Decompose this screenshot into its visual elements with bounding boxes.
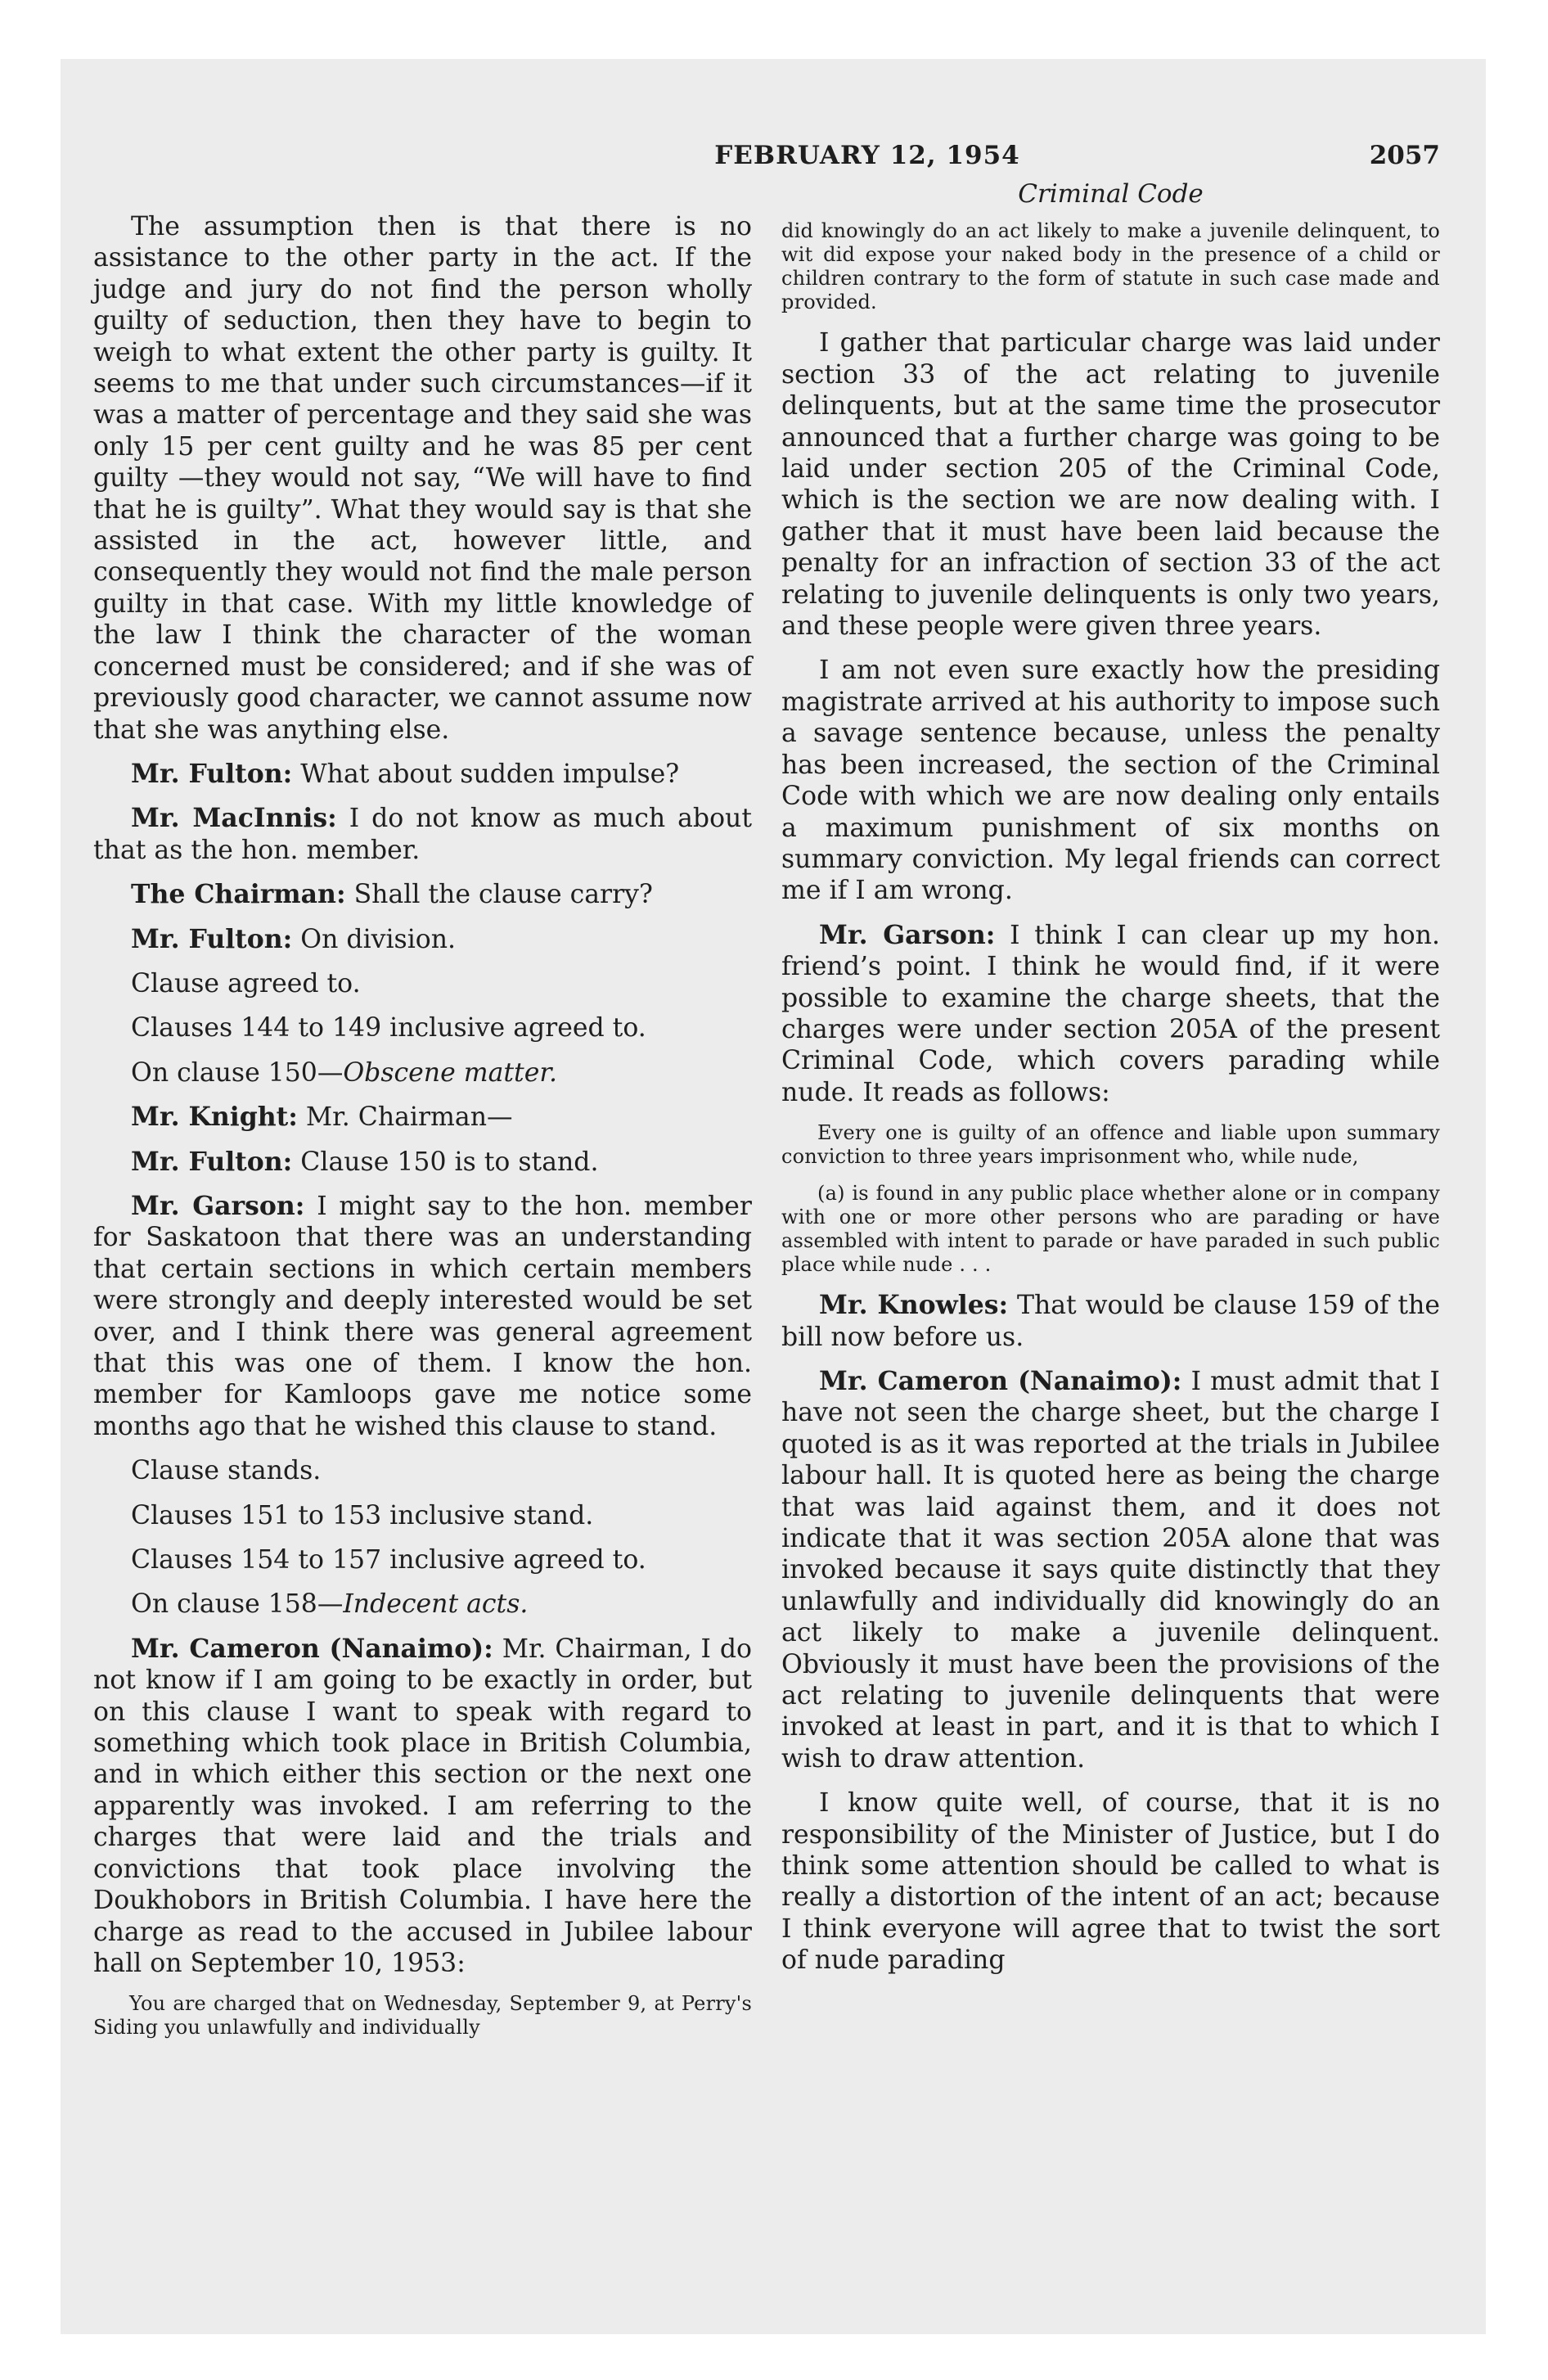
speaker-name: Mr. Knowles: (819, 1290, 1009, 1321)
speaker-name: Mr. Garson: (819, 919, 996, 950)
quoted-statute: (a) is found in any public place whether alone or in company with one or more other persons who are parading or have assembled with intent to parade or have paraded in such public place while nude . . . (781, 1182, 1440, 1277)
speech-text: On division. (300, 924, 457, 954)
speech-fulton (93, 924, 752, 955)
speech-fulton (93, 1147, 752, 1178)
speech-garson (93, 1191, 752, 1442)
clause-prefix: On clause 158— (131, 1589, 344, 1620)
speaker-name: Mr. Fulton: (131, 923, 293, 954)
speech-knowles (781, 1290, 1440, 1353)
speech-text: That would be clause 159 of the bill now before us. (781, 1291, 1440, 1352)
clause-title: Indecent acts. (343, 1589, 529, 1620)
clause-heading (93, 1589, 752, 1620)
speech-text: Mr. Chairman, I do not know if I am going to be exactly in order, but on this clause I want to speak with regard to something which took place in British Columbia, and in which either this section or the next one apparently was invoked. I am referring to the charges that were laid and the trials and convictions that took place involving the Doukhobors in British Columbia. I have here the charge as read to the accused in Jubilee labour hall on September 10, 1953: (93, 1634, 752, 1978)
paragraph: I know quite well, of course, that it is no responsibility of the Minister of Justice, but I do think some attention should be called to what is really a distortion of the intent of an act; because I think everyone will agree that to twist the sort of nude parading (781, 1788, 1440, 1976)
left-column (93, 211, 752, 2053)
speaker-name: Mr. Fulton: (131, 758, 293, 789)
speech-text: What about sudden impulse? (300, 759, 680, 789)
speech-chairman (93, 879, 752, 910)
procedural-note: Clauses 151 to 153 inclusive stand. (131, 1500, 594, 1530)
speaker-name: Mr. Garson: (131, 1190, 305, 1221)
procedural-note: Clause agreed to. (131, 968, 361, 998)
speech-knight (93, 1102, 752, 1133)
right-column (781, 178, 1440, 1990)
speaker-name: Mr. MacInnis: (131, 803, 337, 834)
speaker-name: Mr. Cameron (Nanaimo): (131, 1633, 493, 1664)
speech-garson (781, 920, 1440, 1108)
speech-text: I do not know as much about that as the hon. member. (93, 804, 752, 865)
paragraph: The assumption then is that there is no assistance to the other party in the act. If the judge and jury do not find the person wholly guilty of seduction, then they have to begin to weigh to what extent the other party is guilty. It seems to me that under such circumstances—if it was a matter of percentage and they said she was only 15 per cent guilty and he was 85 per cent guilty —they would not say, “We will have to find that he is guilty”. What they would say is that she assisted in the act, however little, and consequently they would not find the male person guilty in that case. With my little knowledge of the law I think the character of the woman concerned must be considered; and if she was of previously good character, we cannot assume now that she was anything else. (93, 212, 752, 745)
speech-text: I must admit that I have not seen the charge sheet, but the charge I quoted is as it was reported at the trials in Jubilee labour hall. It is quoted here as being the charge that was laid against them, and it does not indicate that it was section 205A alone that was invoked because it says quite distinctly that they unlawfully and individually did knowingly do an act likely to make a juvenile delinquent. Obviously it must have been the provisions of the act relating to juvenile delinquents that were invoked at least in part, and it is that to which I wish to draw attention. (781, 1366, 1441, 1774)
quoted-charge-continued: did knowingly do an act likely to make a juvenile delinquent, to wit did expose your naked body in the presence of a child or children contrary to the form of statute in such case made and provided. (781, 219, 1440, 314)
speaker-name: Mr. Cameron (Nanaimo): (819, 1365, 1182, 1396)
speech-fulton (93, 759, 752, 790)
procedural-note: Clauses 144 to 149 inclusive agreed to. (131, 1013, 646, 1044)
speech-text: Clause 150 is to stand. (300, 1147, 599, 1177)
header-date: FEBRUARY 12, 1954 (714, 141, 1020, 170)
speaker-name: Mr. Fulton: (131, 1146, 293, 1177)
paragraph: I am not even sure exactly how the presiding magistrate arrived at his authority to impose such a savage sentence because, unless the penalty has been increased, the section of the Criminal Code with which we are now dealing only entails a maximum punishment of six months on summary conviction. My legal friends can correct me if I am wrong. (781, 656, 1440, 906)
running-head: Criminal Code (1018, 179, 1204, 209)
speech-cameron (781, 1366, 1440, 1774)
speech-text: Shall the clause carry? (353, 880, 653, 910)
speech-text: I think I can clear up my hon. friend’s point. I think he would find, if it were possible to examine the charge sheets, that the charges were under section 205A of the present Criminal Code, which covers parading while nude. It reads as follows: (781, 920, 1440, 1107)
paragraph: I gather that particular charge was laid under section 33 of the act relating to juvenile delinquents, but at the same time the prosecutor announced that a further charge was going to be laid under section 205 of the Criminal Code, which is the section we are now dealing with. I gather that it must have been laid because the penalty for an infraction of section 33 of the act relating to juvenile delinquents is only two years, and these people were given three years. (781, 328, 1440, 642)
speech-text: Mr. Chairman— (305, 1102, 513, 1133)
speech-macinnis (93, 803, 752, 866)
quoted-charge: You are charged that on Wednesday, September 9, at Perry's Siding you unlawfully and individually (93, 1992, 752, 2040)
speech-cameron (93, 1634, 752, 1979)
speaker-name: Mr. Knight: (131, 1102, 298, 1133)
speech-text: I might say to the hon. member for Saskatoon that there was an understanding that certain sections in which certain members were strongly and deeply interested would be set over, and I think there was general agreement that this was one of them. I know the hon. member for Kamloops gave me notice some months ago that he wished this clause to stand. (93, 1191, 752, 1441)
clause-heading (93, 1057, 752, 1089)
speaker-name: The Chairman: (131, 879, 346, 910)
procedural-note: Clause stands. (131, 1456, 322, 1486)
procedural-note: Clauses 154 to 157 inclusive agreed to. (131, 1545, 646, 1575)
quoted-statute: Every one is guilty of an offence and liable upon summary conviction to three years imprisonment who, while nude, (781, 1121, 1440, 1169)
clause-prefix: On clause 150— (131, 1057, 344, 1088)
clause-title: Obscene matter. (343, 1057, 557, 1088)
page-number: 2057 (1369, 141, 1440, 170)
